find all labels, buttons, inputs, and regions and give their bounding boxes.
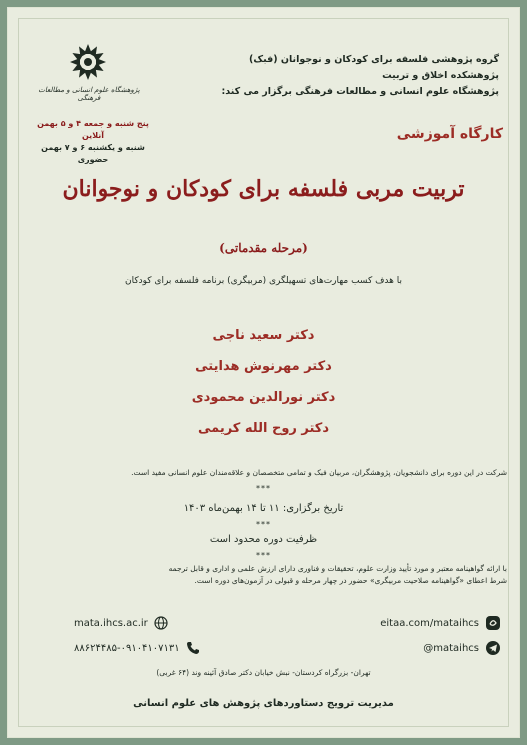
event-dates: تاریخ برگزاری: ۱۱ تا ۱۴ بهمن‌ماه ۱۴۰۳ (183, 503, 344, 514)
logo-caption: پژوهشگاه علوم انسانی و مطالعات فرهنگی (38, 86, 140, 102)
phone-contact (68, 640, 200, 656)
telegram-icon (485, 640, 501, 656)
eitaa-icon (485, 615, 501, 631)
institute-logo-icon (68, 42, 108, 82)
website-contact (68, 615, 168, 631)
online-dates: پنج شنبه و جمعه ۴ و ۵ بهمن آنلاین (37, 119, 149, 140)
separator: *** (256, 551, 271, 560)
organizer-header (199, 52, 499, 100)
workshop-title: تربیت مربی فلسفه برای کودکان و نوجوانان (62, 176, 465, 202)
website-link[interactable]: mata.ihcs.ac.ir (74, 617, 148, 629)
organizer-line-1: گروه پژوهشی فلسفه برای کودکان و نوجوانان (فبک) پژوهشکده اخلاق و تربیت (249, 54, 499, 81)
target-audience: شرکت در این دوره برای دانشجویان، پژوهشگران، مربیان فبک و تمامی متخصصان و علاقه‌مندان علوم انسانی مفید است. (131, 468, 507, 477)
workshop-goal: با هدف کسب مهارت‌های تسهیلگری (مربیگری) برنامه فلسفه برای کودکان (124, 276, 403, 286)
eitaa-contact (374, 615, 501, 631)
session-dates-box (32, 118, 154, 166)
separator: *** (256, 520, 271, 529)
globe-icon (154, 616, 168, 630)
footer-department: مدیریت ترویج دستاوردهای پژوهش های علوم انسانی (133, 698, 394, 709)
address: تهران- بزرگراه کردستان- نبش خیابان دکتر صادق آئینه وند (۶۴ غربی) (156, 668, 371, 677)
workshop-subtitle: (مرحله مقدماتی) (219, 241, 308, 255)
instructor-name: دکتر مهرنوش هدایتی (195, 359, 332, 374)
phone-icon (186, 641, 200, 655)
poster-card (7, 7, 520, 738)
eitaa-link[interactable]: eitaa.com/mataihcs (380, 617, 479, 629)
separator: *** (256, 484, 271, 493)
phone-numbers[interactable]: ۸۸۶۲۴۴۸۵-۰۹۱۰۴۱۰۷۱۳۱ (74, 642, 180, 654)
instructor-list (8, 320, 519, 444)
instructor-name: دکتر سعید ناجی (212, 328, 315, 343)
telegram-handle[interactable]: @mataihcs (423, 642, 479, 654)
certificate-line-2: شرط اعطای «گواهینامه صلاحیت مربیگری» حضور در چهار مرحله و قبولی در آزمون‌های دوره است. (194, 576, 507, 585)
instructor-name: دکتر نورالدین محمودی (191, 390, 336, 405)
capacity-notice: ظرفیت دوره محدود است (209, 534, 318, 545)
in-person-dates: شنبه و یکشنبه ۶ و ۷ بهمن حضوری (41, 143, 145, 164)
instructor-name: دکتر روح الله کریمی (197, 421, 330, 436)
certificate-info (20, 563, 507, 587)
workshop-label: کارگاه آموزشی (396, 126, 503, 142)
organizer-line-2: پژوهشگاه علوم انسانی و مطالعات فرهنگی برگزار می کند: (221, 86, 499, 97)
telegram-contact (417, 640, 501, 656)
certificate-line-1: با ارائه گواهینامه معتبر و مورد تأیید وزارت علوم، تحقیقات و فناوری دارای ارزش علمی و اداری و قابل ترجمه (168, 564, 507, 573)
